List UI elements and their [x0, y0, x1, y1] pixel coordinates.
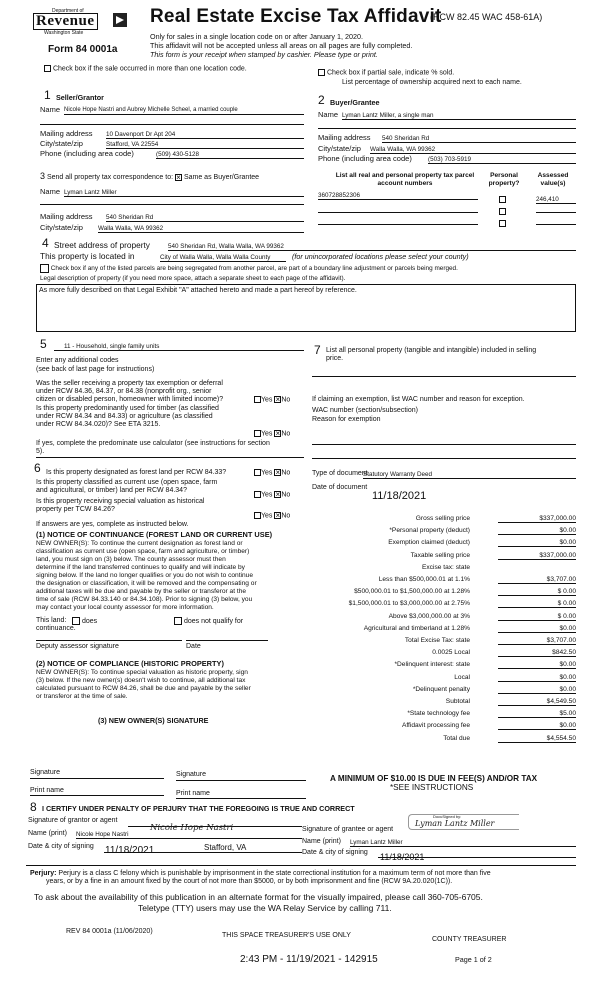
tax-row-label: Total due	[443, 734, 470, 742]
tax-row-value[interactable]: $5.00	[498, 710, 576, 718]
compliance-text-line: NEW OWNER(S): To continue special valuation as historic property, sign	[36, 669, 248, 676]
corr-city-label: City/state/zip	[40, 223, 83, 232]
forest-yes-checkbox[interactable]	[254, 469, 261, 476]
corr-name-line-2[interactable]	[40, 204, 304, 205]
minimum-due-line-2: *SEE INSTRUCTIONS	[390, 783, 474, 792]
continuance-text-line: signing below. If the land no longer qualifies or you do not wish to continue	[36, 572, 254, 579]
tax-row-label: Excise tax: state	[421, 563, 470, 571]
tax-row-label: *Personal property (deduct)	[389, 527, 470, 535]
tax-row	[318, 721, 576, 732]
partial-sale-label: Check box if partial sale, indicate % sold.	[326, 69, 455, 77]
tax-row-value[interactable]: $337,000.00	[498, 552, 576, 560]
recording-stamp: 2:43 PM - 11/19/2021 - 142915	[240, 954, 378, 965]
grantee-date-field[interactable]	[378, 847, 576, 862]
tax-row-value[interactable]: $0.00	[498, 722, 576, 730]
assessor-date-label: Date	[186, 643, 201, 650]
grantor-city: Stafford, VA	[204, 843, 247, 852]
tax-row	[318, 599, 576, 610]
logo-word: Revenue	[33, 13, 98, 30]
buyer-phone-field[interactable]: (503) 703-5919	[428, 156, 576, 164]
county-treasurer-label: COUNTY TREASURER	[432, 936, 507, 943]
forest-yes-no	[254, 469, 290, 477]
logo-bottom-line: Washington State	[44, 30, 84, 36]
form-number: Form 84 0001a	[48, 44, 118, 55]
doc-type-label: Type of document	[312, 470, 368, 477]
correspondence-label: Send all property tax correspondence to:	[46, 174, 174, 181]
tax-row-value[interactable]: $ 0.00	[498, 613, 576, 621]
grantee-signature: Lyman Lantz Miller	[415, 819, 495, 828]
doc-date-field[interactable]: 11/18/2021	[372, 490, 427, 502]
tax-row-label: Affidavit processing fee	[401, 722, 470, 730]
continuance-text-line: determine if the land transferred continues to qualify and will indicate by	[36, 564, 245, 571]
tax-row-label: *Delinquent penalty	[412, 685, 470, 693]
personal-property-checkbox-3[interactable]	[499, 220, 506, 227]
tax-row-value[interactable]: $0.00	[498, 674, 576, 682]
historic-q-2: property per TCW 84.26?	[36, 506, 115, 513]
buyer-mail-field[interactable]: 540 Sheridan Rd	[382, 135, 576, 143]
assessor-signature-label: Deputy assessor signature	[36, 643, 119, 650]
timber-q-2: under RCW 84.34 and 84.33) or agriculture (as classified	[36, 413, 213, 420]
does-checkbox[interactable]	[72, 617, 80, 625]
buyer-title: Buyer/Grantee	[330, 98, 380, 107]
tax-row-value[interactable]: $337,000.00	[498, 515, 576, 523]
section-1-number: 1	[44, 88, 51, 102]
partial-sale-checkbox-row	[318, 69, 454, 77]
grantor-signature: Nicole Hope Nastri	[150, 823, 234, 833]
does-not-option	[174, 617, 243, 626]
no-label: No	[281, 430, 291, 438]
does-option	[72, 617, 97, 626]
page-title: Real Estate Excise Tax Affidavit	[150, 6, 442, 27]
perjury-line-1	[30, 870, 491, 878]
tax-row-label: Agricultural and timberland at 1.28%	[363, 624, 470, 632]
located-label: This property is located in	[40, 251, 135, 261]
buyer-phone-label: Phone (including area code)	[318, 154, 412, 163]
compliance-text-line: calculated pursuant to RCW 84.26, shall be due and payable by the seller	[36, 685, 251, 692]
compliance-text	[36, 669, 306, 701]
current-use-yes-no	[254, 491, 290, 499]
owner-signature-title: (3) NEW OWNER(S) SIGNATURE	[98, 716, 209, 725]
segregate-label: Check box if any of the listed parcels are being segregated from another parcel, are part of a boundary line adjustment or parcels being merged.	[50, 265, 458, 273]
owner1-print-line[interactable]	[30, 795, 164, 796]
personal-col-header: Personal property?	[488, 172, 520, 187]
owner2-print-label: Print name	[176, 790, 210, 797]
tax-row-label: Total Excise Tax: state	[404, 637, 470, 644]
exemption-q-3: citizen or disabled person, homeowner with limited income)?	[36, 396, 224, 403]
legal-description-box[interactable]	[36, 284, 576, 332]
seller-city-field[interactable]: Stafford, VA 22554	[106, 141, 304, 149]
predominate-use-2: 5).	[36, 448, 45, 455]
compliance-text-line: (3) below. If the new owner(s) doesn't wish to continue, all additional tax	[36, 677, 246, 684]
seller-city-label: City/state/zip	[40, 139, 83, 148]
segregate-checkbox-row	[40, 264, 458, 273]
timber-q-3: under RCW 84.34.020)? See ETA 3215.	[36, 421, 161, 428]
tax-row-value[interactable]: $0.00	[498, 661, 576, 669]
treasurer-space-label: THIS SPACE TREASURER'S USE ONLY	[222, 932, 351, 939]
seller-name-field[interactable]: Nicole Hope Nastri and Aubrey Michelle Scheel, a married couple	[64, 107, 304, 115]
parcel-number-line-3[interactable]	[318, 224, 478, 225]
tax-row	[318, 526, 576, 537]
tax-row	[318, 673, 576, 684]
tax-row-value[interactable]: $ 0.00	[498, 588, 576, 596]
parcel-number-field[interactable]: 360728852306	[318, 192, 478, 200]
no-label: No	[281, 396, 291, 404]
seller-mail-field[interactable]: 10 Davenport Dr Apt 204	[106, 131, 304, 139]
personal-property-line-1[interactable]	[312, 376, 576, 377]
forest-q: Is this property designated as forest land per RCW 84.33?	[46, 469, 227, 476]
reason-line-1[interactable]	[312, 444, 576, 445]
tax-row-value[interactable]: $0.00	[498, 539, 576, 547]
personal-property-label-1: List all personal property (tangible and intangible) included in selling	[326, 347, 537, 354]
docusign-label: DocuSigned by:	[433, 814, 462, 819]
continuance-text-line: additional taxes will be due and payable by the seller or transferor at the	[36, 588, 247, 595]
multi-location-checkbox-row	[44, 65, 247, 73]
grantor-signature-label: Signature of grantor or agent	[28, 817, 118, 824]
assessed-col-header: Assessed value(s)	[537, 172, 569, 187]
owner1-signature-label: Signature	[30, 769, 60, 776]
partial-sale-checkbox[interactable]	[318, 69, 325, 76]
exemption-yes-checkbox[interactable]	[254, 396, 261, 403]
grantor-name-label: Name (print)	[28, 830, 67, 837]
continuance-text-line: may contact your local county assessor for more information.	[36, 604, 214, 611]
this-land-label-1: This land:	[36, 617, 67, 624]
seller-title: Seller/Grantor	[56, 93, 104, 102]
tax-row-label: 0.0025 Local	[432, 649, 470, 657]
grantor-date-label: Date & city of signing	[28, 843, 94, 850]
tax-row	[318, 551, 576, 562]
wac-label: WAC number (section/subsection)	[312, 407, 418, 414]
seller-name-line-2[interactable]	[40, 124, 304, 125]
tax-row-label: Subtotal	[445, 698, 470, 705]
header-note-1: Only for sales in a single location code on or after January 1, 2020.	[150, 32, 363, 41]
current-use-yes-checkbox[interactable]	[254, 491, 261, 498]
tax-row-label: Taxable selling price	[410, 551, 470, 559]
buyer-city-label: City/state/zip	[318, 144, 361, 153]
current-use-q-1: Is this property classified as current use (open space, farm	[36, 479, 218, 486]
yes-label: Yes	[261, 491, 273, 499]
tax-row	[318, 612, 576, 623]
tax-row	[318, 575, 576, 586]
yes-label: Yes	[261, 512, 273, 520]
revision-label: REV 84 0001a (11/06/2020)	[66, 928, 153, 935]
tax-row-value[interactable]: $ 0.00	[498, 600, 576, 608]
page-number: Page 1 of 2	[455, 955, 492, 964]
corr-mail-label: Mailing address	[40, 212, 93, 221]
buyer-name-field[interactable]: Lyman Lantz Miller, a single man	[342, 112, 576, 120]
section-7-number: 7	[314, 343, 321, 357]
tax-row	[318, 685, 576, 696]
ownership-pct-label: List percentage of ownership acquired next to each name.	[342, 79, 522, 86]
docusign-badge	[408, 814, 519, 830]
assessor-date-line[interactable]	[186, 640, 268, 641]
seller-name-label: Name	[40, 105, 61, 114]
personal-property-label-2: price.	[326, 355, 344, 362]
section-3-number: 3	[40, 171, 46, 181]
continuance-text-line: the designation or classification, it will be removed and the compensating or	[36, 580, 257, 587]
exemption-label: If claiming an exemption, list WAC number and reason for exception.	[312, 396, 525, 403]
continuance-text-line: land, you must sign on (3) below. The county assessor must then	[36, 556, 226, 563]
dor-logo	[30, 8, 130, 38]
parcel-number-line-2[interactable]	[318, 212, 478, 213]
seller-phone-field[interactable]: (509) 430-5128	[156, 151, 304, 159]
tax-row-value[interactable]: $842.50	[498, 649, 576, 657]
tax-row-label: $500,000.01 to $1,500,000.00 at 1.28%	[354, 588, 470, 596]
tax-row	[318, 636, 576, 647]
header-note-3: This form is your receipt when stamped by cashier. Please type or print.	[150, 50, 378, 59]
grantee-signature-label: Signature of grantee or agent	[302, 826, 394, 833]
legal-description-label: Legal description of property (if you need more space, attach a separate sheet to each page of the affidavit).	[40, 275, 346, 282]
tax-row-value[interactable]: $4,554.50	[498, 735, 576, 743]
historic-yes-no	[254, 512, 290, 520]
grantor-signature-field[interactable]	[128, 817, 302, 833]
perjury-text-1: Perjury is a class C felony which is punishable by imprisonment in the state correctional institution for a maximum term of not more than five	[58, 870, 491, 877]
grantor-name-field[interactable]: Nicole Hope Nastri	[76, 831, 302, 839]
certify-statement: I CERTIFY UNDER PENALTY OF PERJURY THAT THE FOREGOING IS TRUE AND CORRECT	[42, 804, 355, 813]
tax-row	[318, 587, 576, 598]
same-as-buyer-checkbox[interactable]	[175, 174, 182, 181]
timber-q-1: Is this property predominantly used for timber (as classified	[36, 405, 219, 412]
buyer-name-label: Name	[318, 110, 339, 119]
assessed-value-field[interactable]: 246,410	[536, 196, 576, 204]
tax-row-value[interactable]: $0.00	[498, 527, 576, 535]
tax-row-value[interactable]: $4,549.50	[498, 698, 576, 706]
continuance-text-line: time of sale (RCW 84.33.140 or 84.34.108). Prior to signing (3) below, you	[36, 596, 253, 603]
tax-row-label: Local	[454, 673, 470, 681]
minimum-due-line-1: A MINIMUM OF $10.00 IS DUE IN FEE(S) AND/OR TAX	[330, 774, 538, 783]
historic-yes-checkbox[interactable]	[254, 512, 261, 519]
tax-row-value[interactable]: $3,707.00	[498, 576, 576, 584]
rcw-reference: (RCW 82.45 WAC 458-61A)	[430, 12, 543, 22]
grantee-date: 11/18/2021	[380, 852, 425, 862]
buyer-mail-label: Mailing address	[318, 133, 371, 142]
exemption-q-2: under RCW 84.36, 84.37, or 84.38 (nonprofit org., senior	[36, 388, 212, 395]
tax-row-label: *Delinquent interest: state	[394, 661, 470, 669]
continuance-text	[36, 540, 306, 612]
multi-location-checkbox[interactable]	[44, 65, 51, 72]
tax-row	[318, 697, 576, 708]
buyer-city-field[interactable]: Walla Walla, WA 99362	[370, 146, 576, 154]
seller-mail-label: Mailing address	[40, 129, 93, 138]
continuance-title: (1) NOTICE OF CONTINUANCE (FOREST LAND OR CURRENT USE)	[36, 530, 273, 539]
owner2-signature-label: Signature	[176, 771, 206, 778]
tax-row-label: Less than $500,000.01 at 1.1%	[378, 576, 470, 583]
use-code-field[interactable]: 11 - Household, single family units	[54, 343, 304, 351]
yes-label: Yes	[261, 396, 273, 404]
continuance-text-line: NEW OWNER(S): To continue the current designation as forest land or	[36, 540, 243, 547]
tax-row	[318, 538, 576, 549]
owner2-signature-line[interactable]	[176, 780, 306, 781]
seller-phone-label: Phone (including area code)	[40, 149, 134, 158]
corr-city-field[interactable]: Walla Walla, WA 99362	[98, 225, 304, 233]
assessor-signature-line[interactable]	[36, 640, 182, 641]
tax-row-value[interactable]: $3,707.00	[498, 637, 576, 645]
alt-format-line-1: To ask about the availability of this publication in an alternate format for the visually impaired, please call 360-705-6705.	[34, 892, 483, 902]
tax-row	[318, 563, 576, 574]
section-6-number: 6	[34, 461, 41, 475]
this-land-label-2: continuance.	[36, 625, 76, 632]
section-8-number: 8	[30, 800, 37, 814]
exemption-q-1: Was the seller receiving a property tax exemption or deferral	[36, 380, 223, 387]
doc-date-label: Date of document	[312, 484, 368, 491]
buyer-name-line-2[interactable]	[318, 128, 576, 129]
personal-property-checkbox-2[interactable]	[499, 208, 506, 215]
owner2-print-line[interactable]	[176, 798, 306, 799]
codes-label-1: Enter any additional codes	[36, 357, 119, 364]
tax-row	[318, 734, 576, 745]
personal-property-checkbox-1[interactable]	[499, 196, 506, 203]
located-note: (for unincorporated locations please select your county)	[292, 252, 469, 261]
assessed-value-line-3[interactable]	[536, 224, 576, 225]
does-not-checkbox[interactable]	[174, 617, 182, 625]
corr-name-field[interactable]: Lyman Lantz Miller	[64, 189, 304, 197]
tax-row-label: Exemption claimed (deduct)	[388, 539, 470, 547]
section-5-number: 5	[40, 337, 47, 351]
yes-label: Yes	[261, 469, 273, 477]
grantor-date: 11/18/2021	[105, 845, 155, 856]
owner1-signature-line[interactable]	[30, 778, 164, 779]
answers-note: If answers are yes, complete as instructed below.	[36, 521, 189, 528]
tax-row	[318, 648, 576, 659]
no-label: No	[281, 491, 291, 499]
no-label: No	[281, 469, 291, 477]
predominate-use-1: If yes, complete the predominate use calculator (see instructions for section	[36, 440, 270, 447]
section-3-row	[40, 172, 259, 182]
reason-label: Reason for exemption	[312, 416, 381, 423]
yes-label: Yes	[261, 430, 273, 438]
footer-divider	[26, 865, 576, 866]
no-label: No	[281, 512, 291, 520]
street-label: Street address of property	[54, 240, 150, 250]
parcel-col-header: List all real and personal property tax parcel account numbers	[335, 172, 475, 187]
corr-name-label: Name	[40, 187, 61, 196]
tax-row-label: Gross selling price	[415, 515, 470, 522]
legal-description-text: As more fully described on that Legal Exhibit "A" attached hereto and made a part hereof by reference.	[39, 287, 357, 294]
does-not-label: does not qualify for	[183, 617, 244, 625]
does-label: does	[81, 617, 98, 625]
compliance-text-line: or transferor at the time of sale.	[36, 693, 128, 700]
grantor-date-field[interactable]	[104, 840, 302, 856]
tax-row-label: $1,500,000.01 to $3,000,000.00 at 2.75%	[348, 600, 470, 608]
continuance-text-line: classification as current use (open space, farm and agriculture, or timber)	[36, 548, 250, 555]
perjury-text-2: years, or by a fine in an amount fixed by the court of not more than $5000, or by both imprisonment and fine (RCW 9A.20.020(1C)).	[46, 878, 453, 885]
tax-row	[318, 660, 576, 671]
grantee-date-label: Date & city of signing	[302, 849, 368, 856]
alt-format-line-2: Teletype (TTY) users may use the WA Relay Service by calling 711.	[138, 903, 392, 913]
historic-q-1: Is this property receiving special valuation as historical	[36, 498, 205, 505]
tax-row	[318, 514, 576, 525]
logo-top-line: Department of	[52, 8, 84, 14]
segregate-checkbox[interactable]	[40, 264, 49, 273]
tax-row-value[interactable]: $0.00	[498, 686, 576, 694]
grantee-name-field[interactable]: Lyman Lantz Miller	[350, 839, 576, 847]
perjury-label: Perjury:	[30, 870, 57, 877]
section-5-divider	[36, 457, 304, 458]
corr-mail-field[interactable]: 540 Sheridan Rd	[106, 214, 304, 222]
grantee-name-label: Name (print)	[302, 838, 341, 845]
header-note-2: This affidavit will not be accepted unless all areas on all pages are fully completed.	[150, 41, 413, 50]
section-4-number: 4	[42, 236, 49, 250]
reason-line-2[interactable]	[312, 458, 576, 459]
assessed-value-line-2[interactable]	[536, 212, 576, 213]
section-2-number: 2	[318, 93, 325, 107]
compliance-title: (2) NOTICE OF COMPLIANCE (HISTORIC PROPERTY)	[36, 659, 224, 668]
doc-type-field[interactable]: Statutory Warranty Deed	[363, 471, 576, 479]
tax-row	[318, 624, 576, 635]
tax-row	[318, 709, 576, 720]
owner1-print-label: Print name	[30, 787, 64, 794]
multi-location-label: Check box if the sale occurred in more than one location code.	[52, 65, 247, 73]
logo-mark-icon	[112, 12, 128, 28]
timber-yes-checkbox[interactable]	[254, 430, 261, 437]
current-use-q-2: and agricultural, or timber) land per RCW 84.34?	[36, 487, 187, 494]
tax-row-value[interactable]: $0.00	[498, 625, 576, 633]
tax-row-label: *State technology fee	[407, 710, 470, 718]
codes-label-2: (see back of last page for instructions)	[36, 366, 155, 373]
timber-yes-no	[254, 430, 290, 438]
located-field[interactable]: City of Walla Walla, Walla Walla County	[160, 254, 286, 262]
street-field[interactable]: 540 Sheridan Rd, Walla Walla, WA 99362	[168, 243, 576, 251]
exemption-yes-no	[254, 396, 290, 404]
tax-row-label: Above $3,000,000.00 at 3%	[388, 612, 470, 620]
same-as-buyer-label: Same as Buyer/Grantee	[183, 174, 260, 181]
